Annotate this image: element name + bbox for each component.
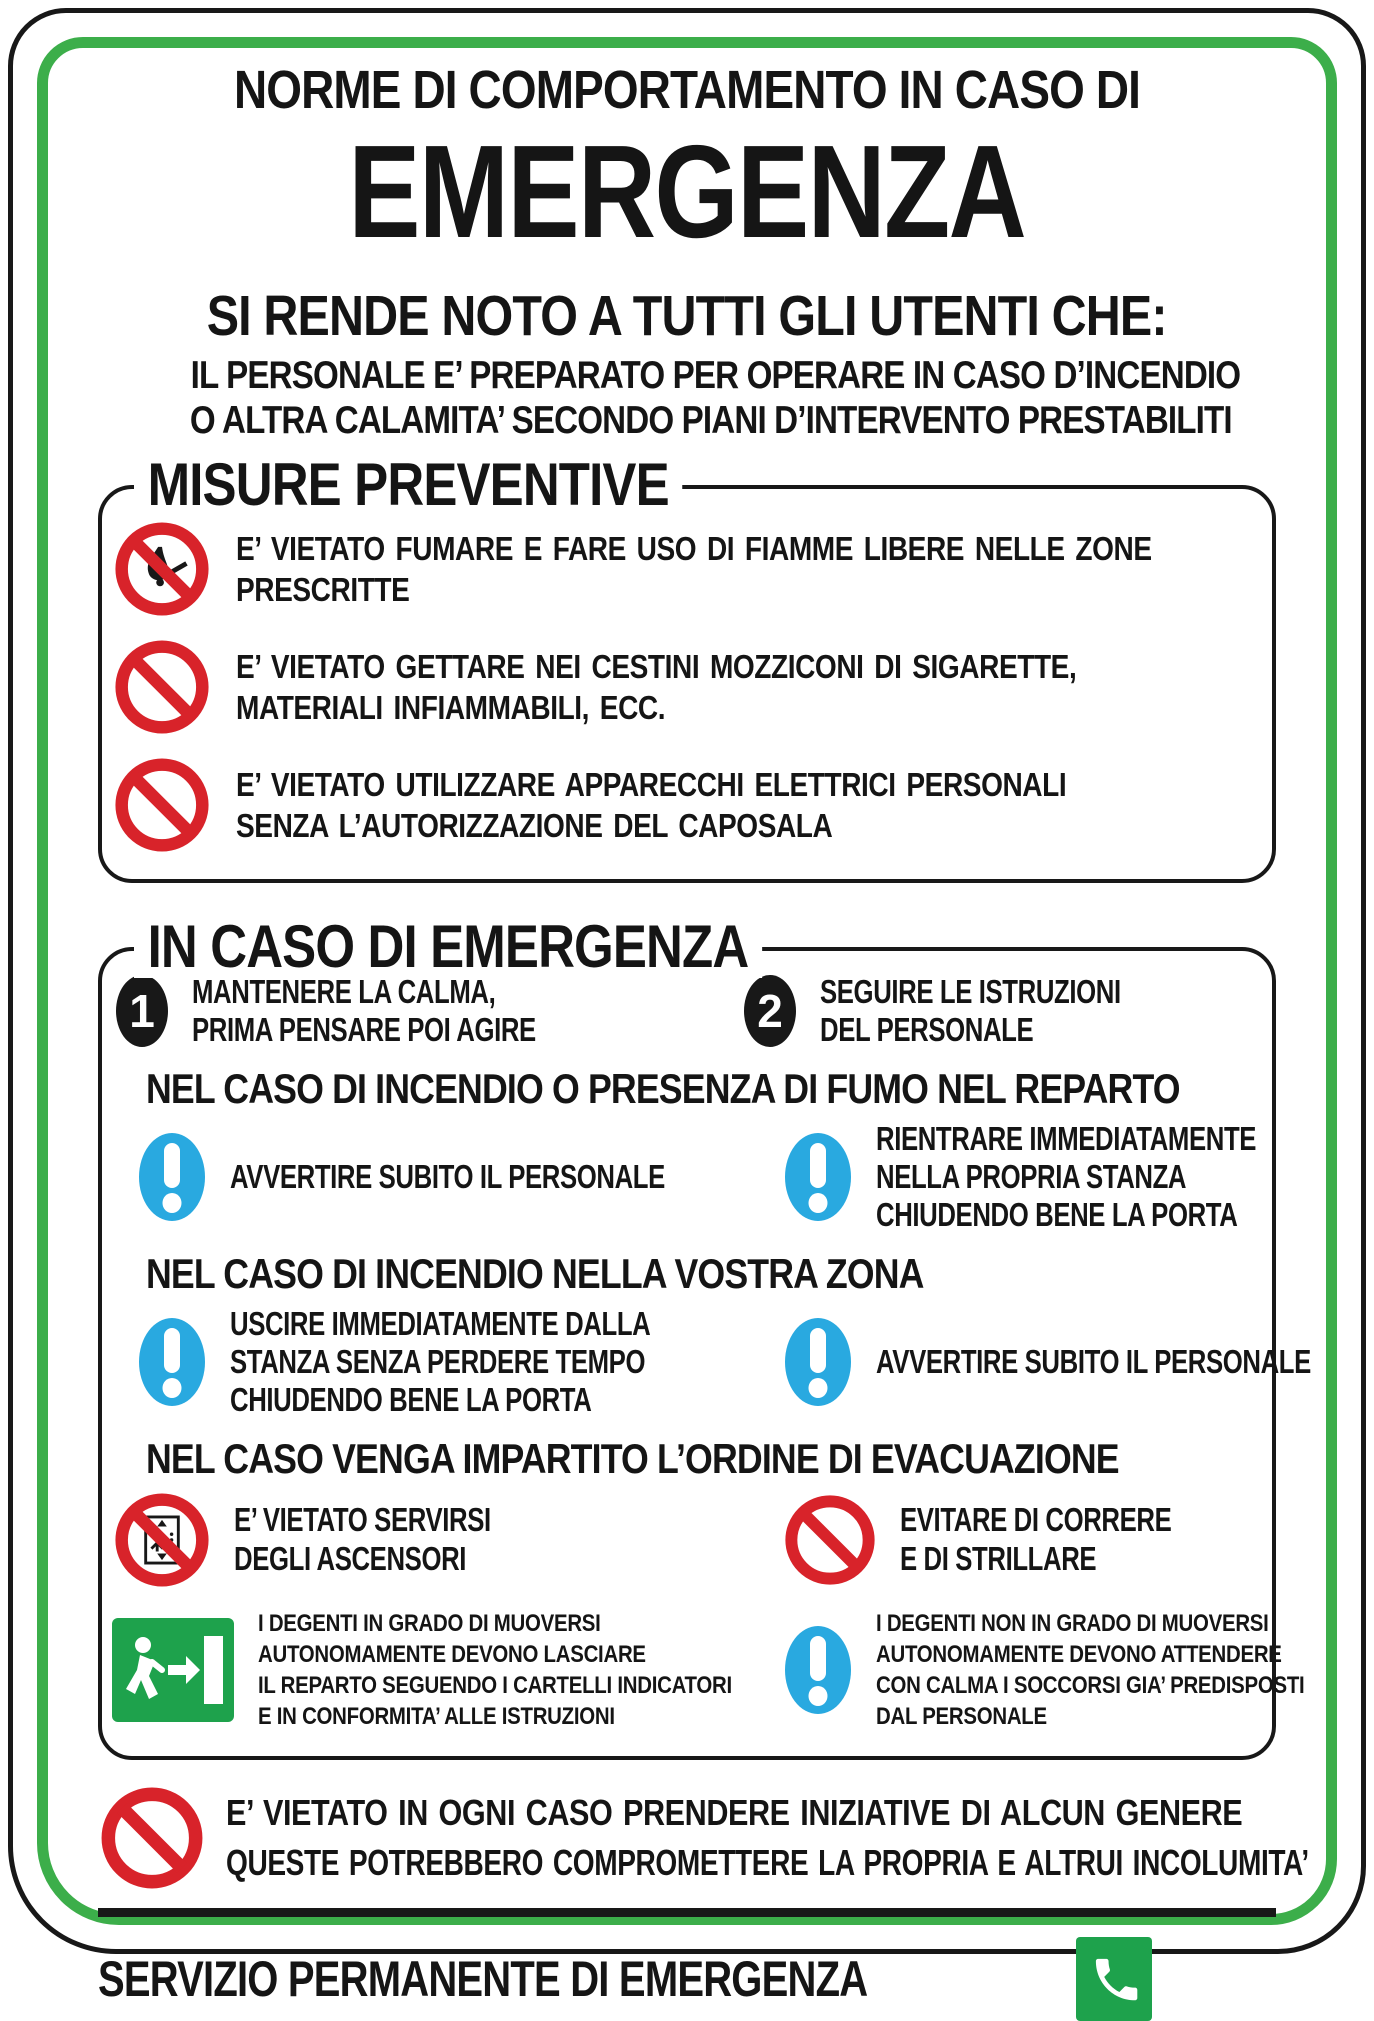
evacuazione-left: E’ VIETATO SERVIRSI DEGLI ASCENSORI <box>110 1490 670 1590</box>
section-heading-fumo: NEL CASO DI INCENDIO O PRESENZA DI FUMO NEL REPARTO <box>146 1064 1180 1112</box>
step-number-badge: 1 <box>116 975 168 1047</box>
separator-line <box>98 1908 1276 1917</box>
final-warning <box>100 1784 1309 1892</box>
no-elevator-prohibition-icon <box>114 1490 210 1590</box>
sign-outer-border <box>8 8 1366 2008</box>
page-title: EMERGENZA <box>348 117 1026 265</box>
evacuazione-row-2 <box>110 1608 1305 1733</box>
emergenza-title: IN CASO DI EMERGENZA <box>134 915 873 978</box>
degenti-right: I DEGENTI NON IN GRADO DI MUOVERSI AUTONOMAMENTE DEVONO ATTENDERE CON CALMA I SOCCORSI GIA’ PREDISPOSTI DAL PERSONALE <box>688 1608 1374 1733</box>
zona-right: AVVERTIRE SUBITO IL PERSONALE <box>688 1317 1374 1407</box>
header-notice: SI RENDE NOTO A TUTTI GLI UTENTI CHE: <box>207 284 1167 349</box>
prohibition-icon <box>114 637 210 737</box>
fumo-left: AVVERTIRE SUBITO IL PERSONALE <box>110 1132 670 1222</box>
misure-item-text: E’ VIETATO FUMARE E FARE USO DI FIAMME LIBERE NELLE ZONE PRESCRITTE <box>236 529 1152 609</box>
misure-item-cestini <box>114 637 1262 737</box>
evacuazione-right: EVITARE DI CORRERE E DI STRILLARE <box>688 1492 1262 1588</box>
step-1: 1 MANTENERE LA CALMA, PRIMA PENSARE POI AGIRE <box>110 973 670 1050</box>
header-intro-line: O ALTRA CALAMITA’ SECONDO PIANI D’INTERVENTO PRESTABILITI <box>189 398 1232 442</box>
misure-item-text: E’ VIETATO GETTARE NEI CESTINI MOZZICONI DI SIGARETTE, MATERIALI INFIAMMABILI, ECC. <box>236 647 1077 727</box>
emergenza-box <box>98 913 1311 1760</box>
fumo-row <box>110 1120 1262 1235</box>
footer-label: SERVIZIO PERMANENTE DI EMERGENZA <box>98 1951 868 2008</box>
attention-icon <box>784 1625 852 1715</box>
prohibition-icon <box>784 1492 876 1588</box>
final-warning-text: E’ VIETATO IN OGNI CASO PRENDERE INIZIATIVE DI ALCUN GENERE QUESTE POTREBBERO COMPROMETTERE LA PROPRIA E ALTRUI INCOLUMITA’ <box>226 1792 1309 1884</box>
attention-icon <box>784 1317 852 1407</box>
misure-item-text: E’ VIETATO UTILIZZARE APPARECCHI ELETTRICI PERSONALI SENZA L’AUTORIZZAZIONE DEL CAPOSALA <box>236 765 1067 845</box>
section-heading-zona: NEL CASO DI INCENDIO NELLA VOSTRA ZONA <box>146 1249 924 1297</box>
attention-icon <box>138 1317 206 1407</box>
prohibition-icon <box>114 755 210 855</box>
misure-preventive-box <box>98 451 1276 883</box>
attention-icon <box>784 1132 852 1222</box>
misure-item-fumare <box>114 519 1262 619</box>
emergency-exit-icon <box>112 1618 234 1722</box>
zona-left: USCIRE IMMEDIATAMENTE DALLA STANZA SENZA PERDERE TEMPO CHIUDENDO BENE LA PORTA <box>110 1305 670 1420</box>
zona-row <box>110 1304 1311 1420</box>
footer <box>98 1937 1276 2021</box>
misure-preventive-title: MISURE PREVENTIVE <box>134 453 779 516</box>
evacuazione-row-1 <box>110 1490 1262 1590</box>
degenti-left: I DEGENTI IN GRADO DI MUOVERSI AUTONOMAMENTE DEVONO LASCIARE IL REPARTO SEGUENDO I CARTELLI INDICATORI E IN CONFORMITA’ ALLE ISTRUZIONI <box>110 1608 670 1733</box>
header-kicker: NORME DI COMPORTAMENTO IN CASO DI <box>233 60 1141 120</box>
sign-green-border <box>37 37 1337 2008</box>
misure-item-apparecchi <box>114 755 1262 855</box>
header <box>98 58 1276 443</box>
attention-icon <box>138 1132 206 1222</box>
fumo-right: RIENTRARE IMMEDIATAMENTE NELLA PROPRIA STANZA CHIUDENDO BENE LA PORTA <box>688 1120 1363 1235</box>
step-2: 2 SEGUIRE LE ISTRUZIONI DEL PERSONALE <box>688 973 1262 1050</box>
steps-row <box>110 973 1262 1050</box>
step-number-badge: 2 <box>744 975 796 1047</box>
no-open-flame-prohibition-icon <box>114 519 210 619</box>
emergency-phone-icon <box>1076 1937 1152 2021</box>
section-heading-evacuazione: NEL CASO VENGA IMPARTITO L’ORDINE DI EVACUAZIONE <box>146 1434 1119 1482</box>
header-intro-line: IL PERSONALE E’ PREPARATO PER OPERARE IN CASO D’INCENDIO <box>190 354 1241 398</box>
prohibition-icon <box>100 1784 204 1892</box>
